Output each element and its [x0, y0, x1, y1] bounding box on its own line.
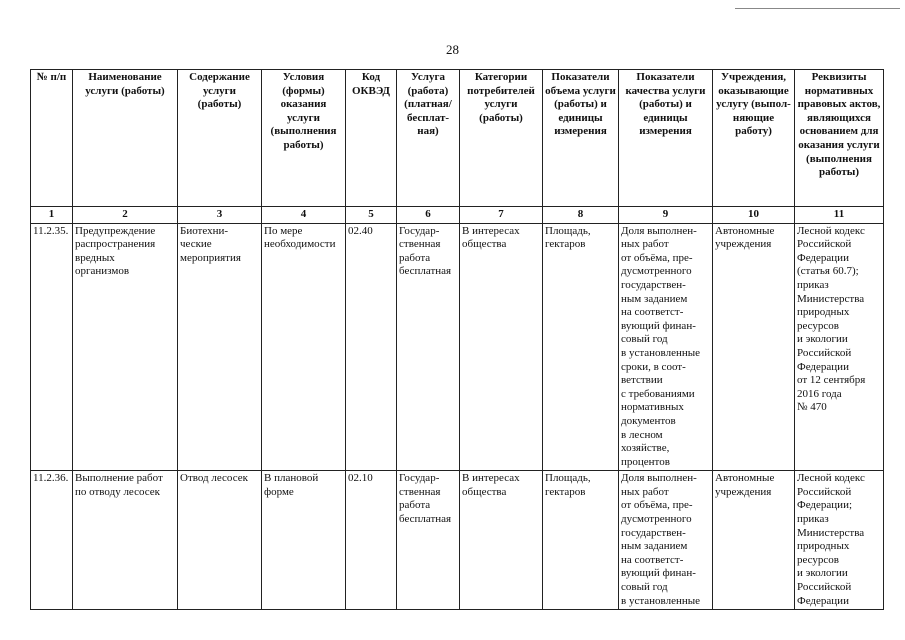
column-number: 11	[795, 207, 884, 224]
row-number-cell: 11.2.36.	[31, 471, 73, 610]
header-cell: Категории потребителей услуги (работы)	[460, 70, 543, 207]
header-cell: Учреждения, оказывающие услугу (выпол- няющие работу)	[713, 70, 795, 207]
header-cell: № п/п	[31, 70, 73, 207]
column-number: 6	[397, 207, 460, 224]
service-content-cell: Биотехни- ческие мероприятия	[178, 223, 262, 471]
column-number: 1	[31, 207, 73, 224]
service-type-cell: Государ- ственная работа бесплатная	[397, 223, 460, 471]
header-cell: Показатели качества услуги (работы) и единицы измерения	[619, 70, 713, 207]
legal-acts-cell: Лесной кодекс Российской Федерации; приказ Министерства природных ресурсов и экологии Российской Федерации	[795, 471, 884, 610]
volume-indicator-cell: Площадь, гектаров	[543, 471, 619, 610]
header-cell: Реквизиты нормативных правовых актов, являющихся основанием для оказания услуги (выполнения работы)	[795, 70, 884, 207]
conditions-cell: В плановой форме	[262, 471, 346, 610]
okved-code-cell: 02.10	[346, 471, 397, 610]
column-number: 2	[73, 207, 178, 224]
header-cell: Наименование услуги (работы)	[73, 70, 178, 207]
header-cell: Содержание услуги (работы)	[178, 70, 262, 207]
service-name-cell: Выполнение работ по отводу лесосек	[73, 471, 178, 610]
top-rule-line	[735, 8, 900, 9]
header-cell: Условия (формы) оказания услуги (выполнения работы)	[262, 70, 346, 207]
header-row	[31, 70, 884, 207]
column-number: 8	[543, 207, 619, 224]
column-number-row	[31, 207, 884, 224]
header-cell: Код ОКВЭД	[346, 70, 397, 207]
column-number: 4	[262, 207, 346, 224]
volume-indicator-cell: Площадь, гектаров	[543, 223, 619, 471]
legal-acts-cell: Лесной кодекс Российской Федерации (статья 60.7); приказ Министерства природных ресурсов и экологии Российской Федерации от 12 сентября 2016 года № 470	[795, 223, 884, 471]
services-table	[30, 69, 884, 610]
column-number: 10	[713, 207, 795, 224]
quality-indicator-cell: Доля выполнен- ных работ от объёма, пре- дусмотренного государствен- ным заданием на соответст- вующий финан- совый год в установленные	[619, 471, 713, 610]
okved-code-cell: 02.40	[346, 223, 397, 471]
table-row	[31, 471, 884, 610]
institution-cell: Автономные учреждения	[713, 471, 795, 610]
page-number: 28	[446, 42, 459, 57]
column-number: 7	[460, 207, 543, 224]
table-row	[31, 223, 884, 471]
service-name-cell: Предупреждение распространения вредных организмов	[73, 223, 178, 471]
column-number: 3	[178, 207, 262, 224]
header-cell: Услуга (работа) (платная/ бесплат- ная)	[397, 70, 460, 207]
service-type-cell: Государ- ственная работа бесплатная	[397, 471, 460, 610]
institution-cell: Автономные учреждения	[713, 223, 795, 471]
conditions-cell: По мере необходимости	[262, 223, 346, 471]
column-number: 9	[619, 207, 713, 224]
service-content-cell: Отвод лесосек	[178, 471, 262, 610]
consumer-category-cell: В интересах общества	[460, 471, 543, 610]
consumer-category-cell: В интересах общества	[460, 223, 543, 471]
header-cell: Показатели объема услуги (работы) и единицы измерения	[543, 70, 619, 207]
quality-indicator-cell: Доля выполнен- ных работ от объёма, пре- дусмотренного государствен- ным заданием на соответст- вующий финан- совый год в установленные сроки, в соот- ветствии с требованиями нормативных документов в лесном хозяйстве, процентов	[619, 223, 713, 471]
row-number-cell: 11.2.35.	[31, 223, 73, 471]
column-number: 5	[346, 207, 397, 224]
